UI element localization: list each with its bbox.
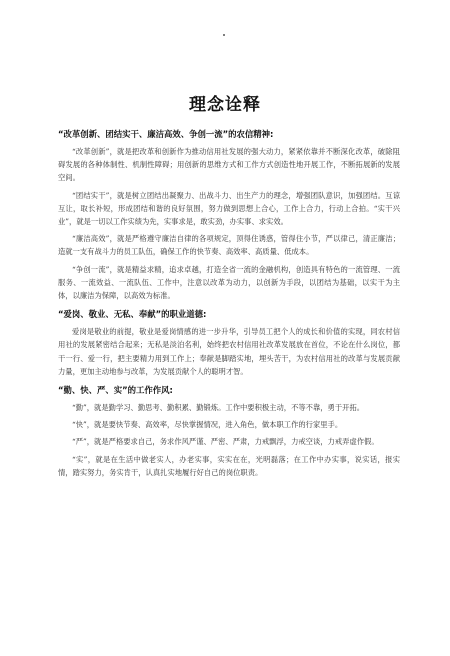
- page-mark: [223, 34, 225, 36]
- section-heading-spirit: “改革创新、团结实干、廉洁高效、争创一流”的农信精神:: [58, 129, 274, 139]
- paragraph-speed: “快”，就是要快节奏、高效率，尽快掌握情况，进入角色，做本职工作的行家里手。: [72, 420, 343, 430]
- paragraph-strictness: “严”，就是严格要求自己，务求作风严谨、严密、严肃，力戒飘浮，力戒空谈，力戒弄虚作假。: [72, 437, 379, 447]
- section-heading-ethics: “爱岗、敬业、无私、奉献”的职业道德:: [58, 309, 207, 320]
- paragraph-unity-hardwork: “团结实干”，就是树立团结出凝聚力、出战斗力、出生产力的理念，增强团队意识，加强团结。互谅互让，取长补短，形成团结和谐的良好氛围，努力做到思想上合心，工作上合力，行动上合拍。“实干兴业”，就是一切以工作实绩为先，实事求是，敢实劲，办实事、求实效。: [58, 190, 400, 227]
- paragraph-practicality: “实”，就是在生活中做老实人，办老实事，实实在在，光明磊落；在工作中办实事，说实话，报实情，踏实努力，务实肯干，认真扎实地履行好自己的岗位职责。: [58, 454, 400, 477]
- paragraph-strive-first-class: “争创一流”，就是精益求精，追求卓越，打造全省一流的金融机构，创造具有特色的一流管理、一流服务、一流效益、一流队伍、工作中，注意以改革为动力，以创新为手段，以团结为基础，以实干为主体，以廉洁为保障，以高效为标准。: [58, 264, 400, 301]
- paragraph-reform-innovation: “改革创新”，就是把改革和创新作为推动信用社发展的强大动力，紧紧依靠并不断深化改革，破除阻碍发展的各种体制性、机制性障碍；用创新的思维方式和工作方式创造性地开展工作，不断拓展新的发展空间。: [58, 147, 400, 183]
- document-body: [58, 128, 400, 483]
- paragraph-diligence: “勤”，就是勤学习、勤思考、勤积累、勤锻炼。工作中要积极主动，不等不靠，勇于开拓。: [72, 403, 365, 413]
- page-title: 理念诠释: [189, 95, 261, 115]
- paragraph-professional-ethics: 爱岗是敬业的前提，敬业是爱岗情感的进一步升华，引导员工把个人的成长和价值的实现，同农村信用社的发展紧密结合起来；无私是淡泊名利，始终把农村信用社改革发展放在首位，不论在什么岗位，都干一行、爱一行，把主要精力用到工作上；奉献是脚踏实地，埋头苦干，为农村信用社的改革与发展贡献力量，更加主动地参与改革，为发展贡献个人的聪明才智。: [58, 327, 400, 376]
- section-heading-work-style: “勤、快、严、实”的工作作风:: [58, 385, 173, 396]
- paragraph-integrity-efficiency: “廉洁高效”，就是严格遵守廉洁自律的各项规定，顶得住诱惑，管得住小节，严以律己，清正廉洁；造就一支有战斗力的员工队伍，确保工作的快节奏、高效率、高质量、低成本。: [58, 234, 400, 257]
